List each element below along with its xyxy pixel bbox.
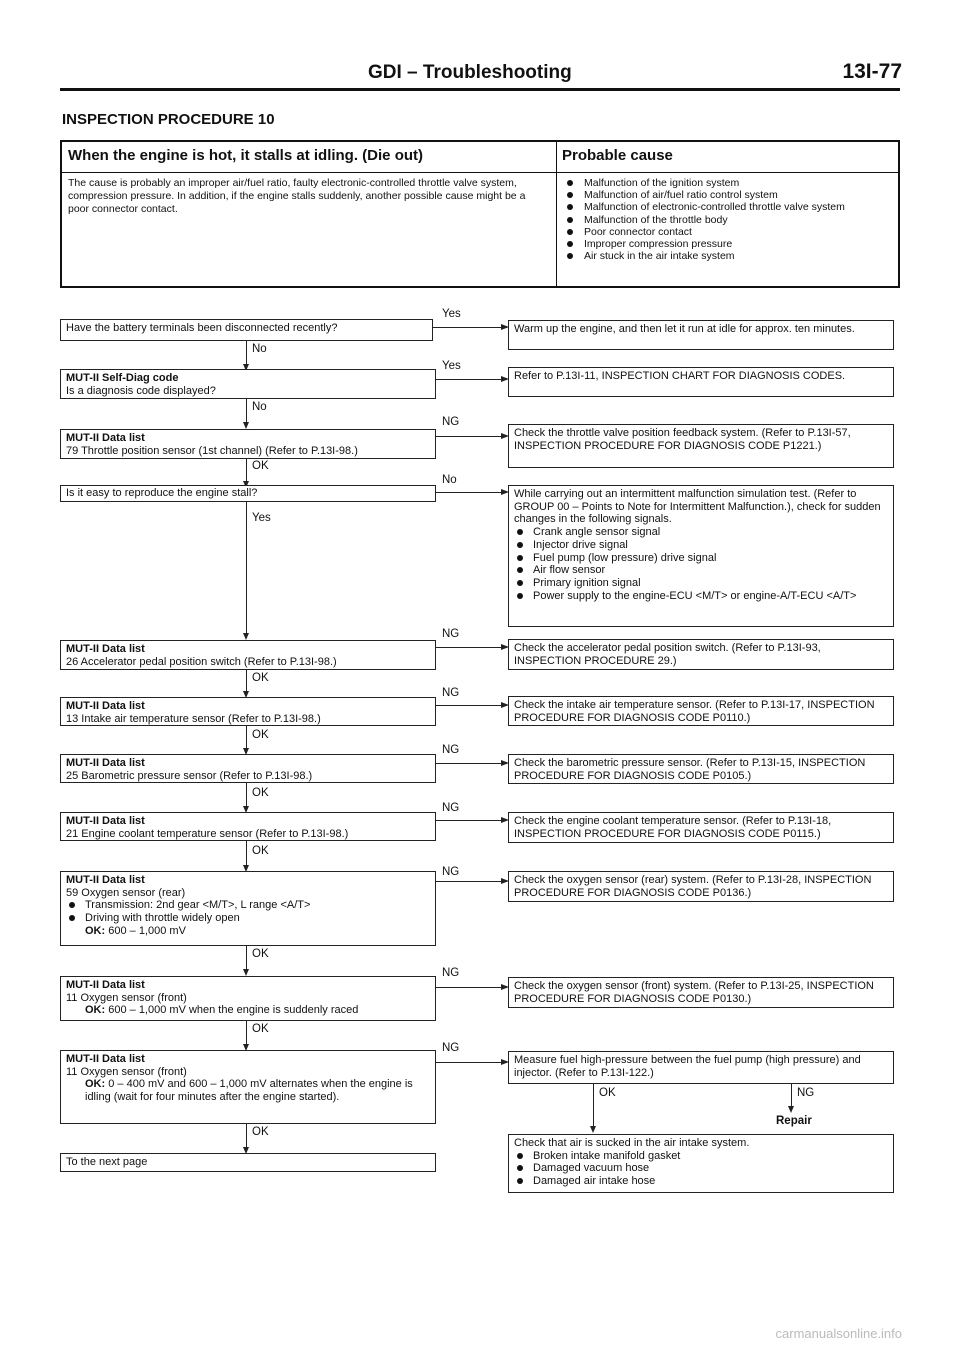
action-text: Refer to P.13I-11, INSPECTION CHART FOR DIAGNOSIS CODES. [514,370,846,382]
branch-label-ng: NG [797,1087,815,1099]
action-text: While carrying out an intermittent malfunction simulation test. (Refer to GROUP 00 – Points to Note for Intermittent Malfunction.), check for sudden changes in the following signals. [514,488,881,526]
ok-criteria [66,1004,430,1017]
cause-list [556,173,898,262]
step-title: MUT-II Data list [66,700,145,712]
list-item: Power supply to the engine-ECU <M/T> or engine-A/T-ECU <A/T> [514,590,888,603]
step-text: 79 Throttle position sensor (1st channel) (Refer to P.13I-98.) [66,444,358,457]
step-oxygen-front-raced [60,976,436,1021]
branch-label-ng: NG [442,866,460,878]
action-text: Check the accelerator pedal position switch. (Refer to P.13I-93, INSPECTION PROCEDURE 29.) [514,642,821,667]
branch-label-ng: NG [442,1042,460,1054]
branch-label-yes: Yes [252,512,271,524]
step-title: MUT-II Data list [66,432,145,444]
step-accel-pedal [60,640,436,670]
arrow-down-icon [243,633,249,640]
action-air-leak [508,1134,894,1193]
step-title: MUT-II Data list [66,757,145,769]
step-oxygen-rear [60,871,436,946]
branch-label-no: No [252,343,267,355]
step-title: MUT-II Data list [66,874,145,886]
action-coolant-temp [508,812,894,843]
branch-label-ok: OK [252,948,269,960]
page-header [0,58,960,98]
arrow-down-icon [243,422,249,429]
step-throttle-position [60,429,436,459]
branch-label-ng: NG [442,628,460,640]
action-barometric [508,754,894,784]
ok-label: OK: [85,924,106,937]
list-item: Air stuck in the air intake system [564,250,890,262]
branch-label-ok: OK [599,1087,616,1099]
step-title: MUT-II Data list [66,643,145,655]
list-item: Damaged air intake hose [514,1175,888,1188]
branch-label-ok: OK [252,1126,269,1138]
list-item: Driving with throttle widely open [66,912,430,925]
connector [246,502,247,638]
connector [436,705,507,706]
action-intermittent-test [508,485,894,627]
ok-label: OK: [85,1004,106,1017]
ok-criteria [66,925,430,938]
procedure-title: INSPECTION PROCEDURE 10 [62,111,275,128]
branch-label-no: No [252,401,267,413]
list-item: Air flow sensor [514,564,888,577]
repair-label: Repair [776,1115,812,1127]
step-text: 59 Oxygen sensor (rear) [66,886,186,899]
branch-label-no: No [442,474,457,486]
action-intake-air-temp [508,696,894,726]
action-text: Check the oxygen sensor (front) system. (Refer to P.13I-25, INSPECTION PROCEDURE FOR DIAGNOSIS CODE P0130.) [514,980,874,1005]
cause-column [556,142,898,286]
ok-criteria [66,1078,430,1103]
branch-label-ng: NG [442,744,460,756]
connector [436,763,507,764]
symptom-text: The cause is probably an improper air/fuel ratio, faulty electronic-controlled throttle valve system, compression pressure. In addition, if the engine stalls suddenly, another possible cause might be a poor connector contact. [68,177,526,215]
list-item: Transmission: 2nd gear <M/T>, L range <A/T> [66,899,430,912]
step-text: 25 Barometric pressure sensor (Refer to P.13I-98.) [66,769,313,782]
connector [593,1084,594,1130]
list-item: Injector drive signal [514,539,888,552]
step-barometric [60,754,436,783]
branch-label-ng: NG [442,967,460,979]
branch-label-yes: Yes [442,360,461,372]
list-item: Improper compression pressure [564,238,890,250]
connector [436,647,507,648]
step-intake-air-temp [60,697,436,726]
connector [436,1062,507,1063]
branch-label-ng: NG [442,687,460,699]
step-title: MUT-II Self-Diag code [66,372,179,384]
summary-table [60,140,900,288]
branch-label-ok: OK [252,787,269,799]
connector [436,379,507,380]
arrow-down-icon [243,969,249,976]
connector [436,881,507,882]
connector [436,987,507,988]
list-item: Broken intake manifold gasket [514,1150,888,1163]
symptom-column [62,142,557,286]
branch-label-yes: Yes [442,308,461,320]
action-warm-up [508,320,894,350]
list-item: Damaged vacuum hose [514,1162,888,1175]
connector [436,492,507,493]
cause-heading: Probable cause [556,142,898,173]
branch-label-ok: OK [252,845,269,857]
arrow-down-icon [788,1106,794,1113]
ok-value: 600 – 1,000 mV [108,924,186,937]
list-item: Malfunction of electronic-controlled throttle valve system [564,201,890,213]
step-battery-disconnected [60,319,433,341]
header-rule [60,88,900,91]
action-oxygen-front [508,977,894,1008]
step-oxygen-front-idle [60,1050,436,1124]
ok-value: 600 – 1,000 mV when the engine is suddenly raced [108,1004,359,1017]
list-item: Fuel pump (low pressure) drive signal [514,552,888,565]
page-number: 13I-77 [842,60,902,83]
step-reproduce-stall [60,485,436,502]
action-text: Check that air is sucked in the air intake system. [514,1137,750,1149]
step-text: Is it easy to reproduce the engine stall? [66,487,258,499]
branch-label-ng: NG [442,416,460,428]
step-text: 13 Intake air temperature sensor (Refer to P.13I-98.) [66,712,321,725]
branch-label-ok: OK [252,672,269,684]
step-text: 21 Engine coolant temperature sensor (Refer to P.13I-98.) [66,827,349,840]
list-item: Malfunction of the throttle body [564,214,890,226]
action-text: Check the intake air temperature sensor. (Refer to P.13I-17, INSPECTION PROCEDURE FOR DIAGNOSIS CODE P0110.) [514,699,875,724]
action-text: Check the throttle valve position feedback system. (Refer to P.13I-57, INSPECTION PROCEDURE FOR DIAGNOSIS CODE P1221.) [514,427,851,452]
action-fuel-pressure [508,1051,894,1084]
step-text: Is a diagnosis code displayed? [66,384,216,397]
connector [436,820,507,821]
list-item: Malfunction of air/fuel ratio control system [564,189,890,201]
list-item: Crank angle sensor signal [514,526,888,539]
list-item: Malfunction of the ignition system [564,177,890,189]
step-title: MUT-II Data list [66,815,145,827]
header-title: GDI – Troubleshooting [368,62,572,83]
next-page-text: To the next page [66,1156,148,1168]
step-text: 26 Accelerator pedal position switch (Refer to P.13I-98.) [66,655,337,668]
action-diag-chart [508,367,894,397]
action-text: Check the oxygen sensor (rear) system. (Refer to P.13I-28, INSPECTION PROCEDURE FOR DIAGNOSIS CODE P0136.) [514,874,872,899]
step-title: MUT-II Data list [66,1053,145,1065]
step-text: 11 Oxygen sensor (front) [66,1065,187,1078]
action-text: Check the engine coolant temperature sensor. (Refer to P.13I-18, INSPECTION PROCEDURE FOR DIAGNOSIS CODE P0115.) [514,815,832,840]
branch-label-ok: OK [252,1023,269,1035]
branch-label-ok: OK [252,460,269,472]
action-oxygen-rear [508,871,894,902]
step-text: 11 Oxygen sensor (front) [66,991,187,1004]
connector [436,436,507,437]
ok-value: 0 – 400 mV and 600 – 1,000 mV alternates when the engine is idling (wait for four minutes after the engine started). [85,1078,413,1104]
arrow-down-icon [590,1126,596,1133]
action-throttle-feedback [508,424,894,468]
ok-label: OK: [85,1078,106,1091]
action-text: Check the barometric pressure sensor. (Refer to P.13I-15, INSPECTION PROCEDURE FOR DIAGNOSIS CODE P0105.) [514,757,866,782]
step-text: Have the battery terminals been disconnected recently? [66,322,338,334]
action-accel-pedal [508,639,894,670]
list-item: Poor connector contact [564,226,890,238]
branch-label-ng: NG [442,802,460,814]
branch-label-ok: OK [252,729,269,741]
action-text: Measure fuel high-pressure between the fuel pump (high pressure) and injector. (Refer to P.13I-122.) [514,1054,861,1079]
next-page-box [60,1153,436,1172]
step-coolant-temp [60,812,436,841]
step-self-diag [60,369,436,399]
symptom-heading: When the engine is hot, it stalls at idling. (Die out) [62,142,556,173]
connector [433,327,507,328]
action-text: Warm up the engine, and then let it run at idle for approx. ten minutes. [514,323,855,335]
step-title: MUT-II Data list [66,979,145,991]
footer-watermark: carmanualsonline.info [775,1326,902,1341]
list-item: Primary ignition signal [514,577,888,590]
